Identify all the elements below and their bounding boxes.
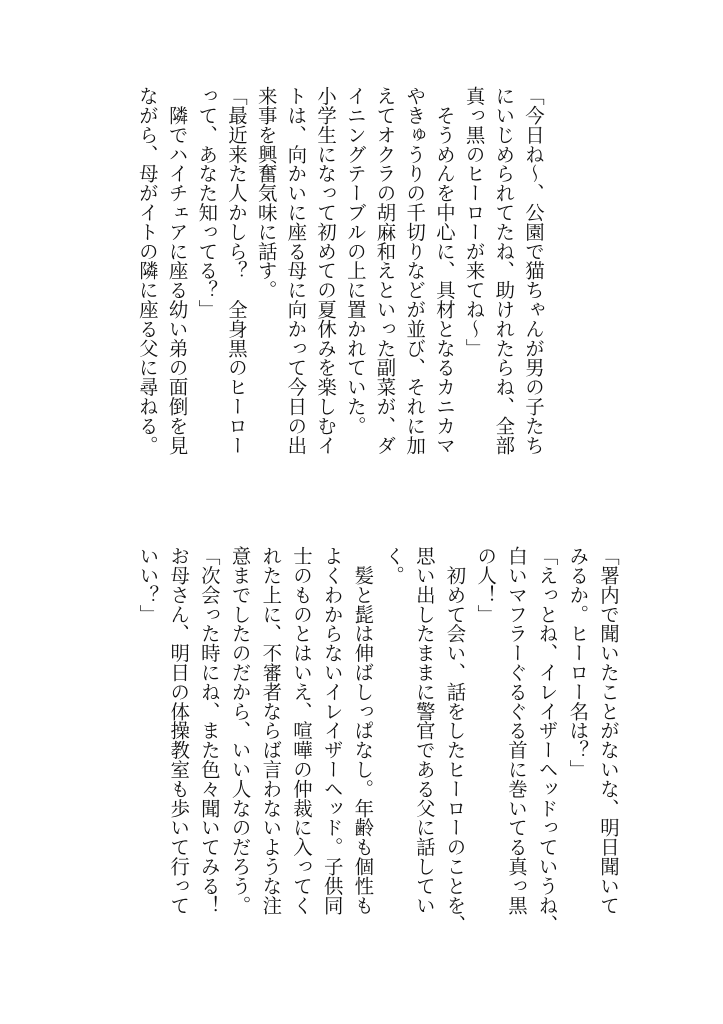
text-line: 隣でハイチェアに座る幼い弟の面倒を見	[165, 86, 189, 455]
text-line: 「最近来た人かしら？ 全身黒のヒーロー	[224, 86, 248, 455]
text-line: 意までしたのだから、いい人なのだろう。	[228, 546, 252, 915]
text-line: の人！」	[474, 546, 498, 624]
text-line: みるか。ヒーロー名は？」	[566, 546, 590, 779]
text-line: 来事を興奮気味に話す。	[254, 86, 278, 300]
text-line: にいじめられてたね、助けれたらね、全部	[492, 86, 516, 455]
text-line: れた上に、不審者ならば言わないような注	[259, 546, 283, 915]
text-line: く。	[382, 546, 406, 585]
text-line: 初めて会い、話をしたヒーローのことを、	[443, 546, 467, 934]
text-line: いい？」	[136, 546, 160, 624]
text-line: ながら、母がイトの隣に座る父に尋ねる。	[135, 86, 159, 455]
text-line: 「今日ね～、公園で猫ちゃんが男の子たち	[522, 86, 545, 455]
text-line: やきゅうりの千切りなどが並び、それに加	[403, 86, 427, 455]
text-block-top	[132, 86, 548, 486]
text-line: 真っ黒のヒーローが来てね～」	[462, 86, 486, 358]
text-line: って、あなた知ってる？」	[195, 86, 219, 319]
text-line: 白いマフラーぐるぐる首に巻いてる真っ黒	[504, 546, 528, 915]
text-line: お母さん、明日の体操教室も歩いて行って	[167, 546, 191, 915]
text-line: そうめんを中心に、具材となるカニカマ	[432, 86, 456, 455]
text-line: 思い出したままに警官である父に話してい	[412, 546, 436, 915]
text-line: トは、向かいに座る母に向かって今日の出	[284, 86, 308, 455]
text-line: 「署内で聞いたことがないな、明日聞いて	[597, 546, 620, 915]
text-line: 「次会った時にね、また色々聞いてみる！	[197, 546, 221, 915]
text-line: えてオクラの胡麻和えといった副菜が、ダ	[373, 86, 397, 455]
text-block-bottom	[132, 546, 623, 946]
text-line: よくわからないイレイザーヘッド。子供同	[320, 546, 344, 915]
text-line: 「えっとね、イレイザーヘッドっていうね、	[535, 546, 559, 934]
text-line: 士のものとはいえ、喧嘩の仲裁に入ってく	[289, 546, 313, 915]
text-line: 髪と髭は伸ばしっぱなし。年齢も個性も	[351, 546, 375, 915]
text-line: 小学生になって初めての夏休みを楽しむイ	[314, 86, 338, 455]
text-line: イニングテーブルの上に置かれていた。	[343, 86, 367, 436]
